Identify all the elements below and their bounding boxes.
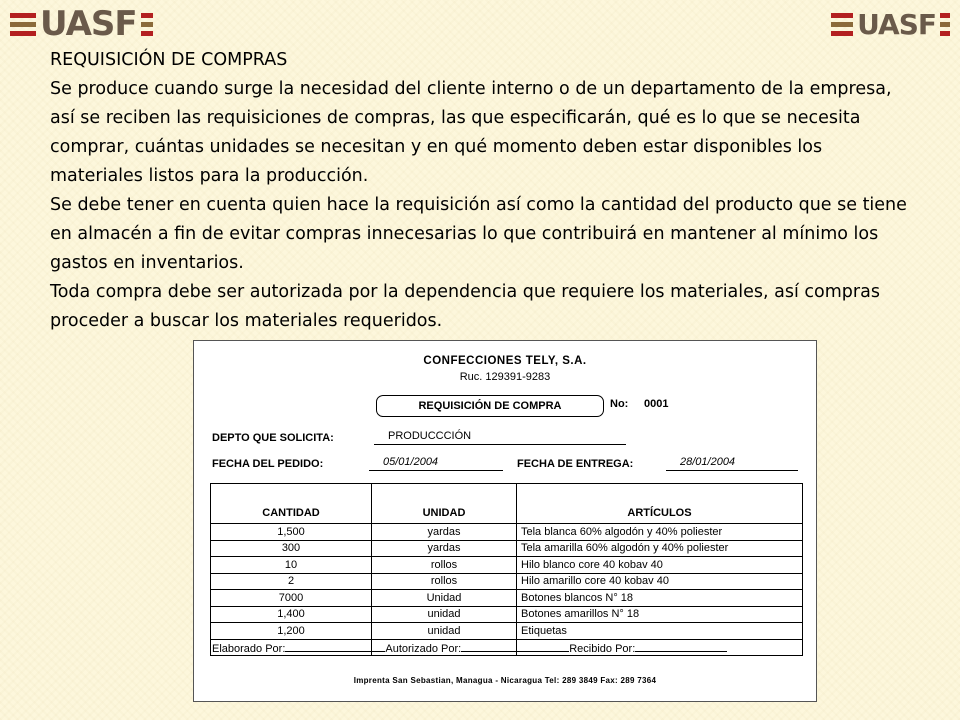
col-cantidad: CANTIDAD [211, 484, 372, 524]
cell-cantidad: 1,400 [211, 606, 372, 623]
table-row [211, 606, 803, 623]
depto-field [374, 429, 626, 445]
signature-line [212, 642, 727, 655]
elaborado-label: Elaborado Por: [212, 643, 286, 655]
cell-articulo: Botones amarillos N° 18 [517, 606, 803, 623]
fecha-entrega-label: FECHA DE ENTREGA: [517, 458, 634, 470]
table-row [211, 573, 803, 590]
fecha-pedido-label: FECHA DEL PEDIDO: [212, 458, 324, 470]
cell-cantidad: 7000 [211, 590, 372, 607]
form-number-value: 0001 [644, 398, 669, 410]
table-row [211, 524, 803, 541]
table-row [211, 540, 803, 557]
cell-unidad: unidad [372, 606, 517, 623]
uasf-logo-left [10, 6, 153, 42]
requisition-form [193, 340, 817, 702]
table-row [211, 557, 803, 574]
cell-unidad: rollos [372, 557, 517, 574]
company-ruc: Ruc. 129391-9283 [459, 371, 551, 383]
cell-cantidad: 300 [211, 540, 372, 557]
cell-articulo: Botones blancos N° 18 [517, 590, 803, 607]
elaborado-blank [285, 642, 385, 652]
logo-bars-right [940, 13, 950, 36]
cell-unidad: rollos [372, 573, 517, 590]
company-name: CONFECCIONES TELY, S.A. [423, 355, 587, 367]
cell-articulo: Tela blanca 60% algodón y 40% poliester [517, 524, 803, 541]
autorizado-blank [461, 642, 569, 652]
recibido-label: Recibido Por: [569, 643, 636, 655]
table-row [211, 590, 803, 607]
logo-text: UASF [857, 7, 936, 41]
logo-text: UASF [40, 4, 137, 44]
col-unidad: UNIDAD [372, 484, 517, 524]
fecha-entrega-value: 28/01/2004 [680, 456, 736, 468]
slide-heading: REQUISICIÓN DE COMPRAS [50, 50, 288, 70]
slide-text [50, 46, 910, 336]
logo-bars-left [10, 13, 36, 36]
paragraph-1: Se produce cuando surge la necesidad del cliente interno o de un departamento de la empresa, así se reciben las requisiciones de compras, las que especificarán, qué es lo que se necesita comprar, cuántas unidades se necesitan y en qué momento deben estar disponibles los materiales listos para la producción. [50, 79, 892, 186]
form-number-label: No: [610, 398, 629, 410]
table-header-row [211, 484, 803, 524]
table-row [211, 623, 803, 640]
cell-cantidad: 1,200 [211, 623, 372, 640]
logo-bars-left [831, 13, 853, 36]
paragraph-2: Se debe tener en cuenta quien hace la requisición así como la cantidad del producto que se tiene en almacén a fin de evitar compras innecesarias lo que contribuirá en mantener al mínimo los gastos en inventarios. [50, 195, 907, 273]
fecha-entrega-field [666, 455, 798, 471]
paragraph-3: Toda compra debe ser autorizada por la dependencia que requiere los materiales, así compras proceder a buscar los materiales requeridos. [50, 282, 880, 331]
cell-unidad: Unidad [372, 590, 517, 607]
fecha-pedido-field [369, 455, 503, 471]
cell-cantidad: 10 [211, 557, 372, 574]
logo-bars-right [141, 13, 153, 36]
cell-articulo: Hilo amarillo core 40 kobav 40 [517, 573, 803, 590]
printer-footer: Imprenta San Sebastian, Managua - Nicaragua Tel: 289 3849 Fax: 289 7364 [353, 676, 657, 685]
form-title: REQUISICIÓN DE COMPRA [376, 395, 604, 417]
cell-cantidad: 1,500 [211, 524, 372, 541]
depto-value: PRODUCCCIÓN [388, 430, 472, 442]
fecha-pedido-value: 05/01/2004 [383, 456, 439, 468]
uasf-logo-right [831, 6, 950, 42]
cell-cantidad: 2 [211, 573, 372, 590]
cell-articulo: Hilo blanco core 40 kobav 40 [517, 557, 803, 574]
cell-unidad: unidad [372, 623, 517, 640]
cell-articulo: Tela amarilla 60% algodón y 40% poliester [517, 540, 803, 557]
autorizado-label: Autorizado Por: [385, 643, 462, 655]
depto-label: DEPTO QUE SOLICITA: [212, 432, 334, 444]
cell-unidad: yardas [372, 540, 517, 557]
recibido-blank [635, 642, 727, 652]
items-table [210, 483, 803, 656]
cell-articulo: Etiquetas [517, 623, 803, 640]
cell-unidad: yardas [372, 524, 517, 541]
col-articulos: ARTÍCULOS [517, 484, 803, 524]
